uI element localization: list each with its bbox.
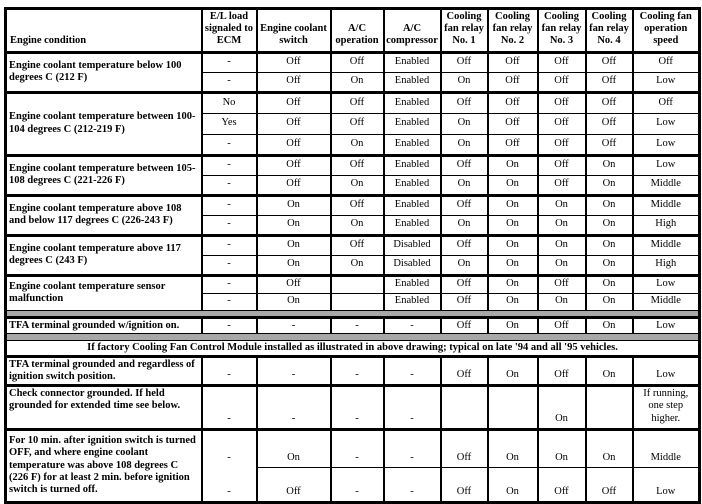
value-cell: Off	[441, 155, 488, 175]
value-cell: Disabled	[384, 235, 441, 255]
value-cell: -	[202, 317, 257, 333]
value-cell: On	[488, 235, 538, 255]
value-cell: Off	[331, 155, 384, 175]
value-cell: On	[331, 215, 384, 235]
value-cell	[441, 386, 488, 430]
value-cell: Middle	[633, 195, 700, 215]
value-cell: -	[202, 386, 257, 430]
value-cell: Off	[257, 467, 331, 502]
value-cell: On	[586, 293, 633, 310]
value-cell: On	[257, 235, 331, 255]
value-cell: On	[331, 255, 384, 275]
value-cell: On	[488, 317, 538, 333]
value-cell: Off	[488, 72, 538, 92]
value-cell: On	[538, 195, 586, 215]
value-cell: Off	[441, 275, 488, 293]
value-cell: Yes	[202, 113, 257, 134]
value-cell: On	[586, 429, 633, 467]
value-cell: On	[257, 429, 331, 467]
column-header: Engine coolant switch	[257, 9, 331, 53]
value-cell: Off	[586, 467, 633, 502]
value-cell: On	[441, 215, 488, 235]
value-cell: No	[202, 92, 257, 113]
value-cell: Middle	[633, 429, 700, 467]
value-cell: Off	[331, 92, 384, 113]
value-cell: -	[202, 235, 257, 255]
column-header: A/C compressor	[384, 9, 441, 53]
value-cell: Off	[538, 113, 586, 134]
value-cell: -	[202, 52, 257, 72]
value-cell: Off	[331, 235, 384, 255]
value-cell: On	[441, 113, 488, 134]
engine-condition-label: Engine coolant temperature above 108 and below 117 degrees C (226-243 F)	[6, 195, 202, 235]
value-cell: Off	[441, 467, 488, 502]
value-cell: Off	[257, 113, 331, 134]
table-row	[6, 429, 700, 467]
value-cell: Off	[586, 72, 633, 92]
value-cell: On	[586, 215, 633, 235]
value-cell: -	[202, 275, 257, 293]
table-row	[6, 155, 700, 175]
value-cell: Off	[538, 317, 586, 333]
value-cell: On	[586, 317, 633, 333]
value-cell: Off	[257, 175, 331, 195]
value-cell: On	[538, 215, 586, 235]
value-cell: On	[488, 195, 538, 215]
value-cell: Off	[538, 356, 586, 385]
value-cell: On	[488, 293, 538, 310]
value-cell: Off	[257, 134, 331, 155]
value-cell: Off	[441, 317, 488, 333]
value-cell: Off	[257, 275, 331, 293]
value-cell: Off	[331, 195, 384, 215]
value-cell: On	[257, 293, 331, 310]
value-cell: Enabled	[384, 275, 441, 293]
value-cell: Enabled	[384, 92, 441, 113]
value-cell: Enabled	[384, 72, 441, 92]
value-cell: On	[441, 134, 488, 155]
value-cell: On	[488, 467, 538, 502]
value-cell: Enabled	[384, 215, 441, 235]
value-cell: Off	[633, 92, 700, 113]
value-cell: -	[202, 155, 257, 175]
value-cell: On	[586, 255, 633, 275]
value-cell: On	[538, 429, 586, 467]
value-cell: -	[202, 429, 257, 467]
value-cell: -	[384, 467, 441, 502]
value-cell: On	[488, 155, 538, 175]
value-cell: On	[257, 195, 331, 215]
value-cell: On	[331, 72, 384, 92]
value-cell: -	[202, 195, 257, 215]
value-cell: If running, one step higher.	[633, 386, 700, 430]
value-cell: Off	[441, 293, 488, 310]
value-cell: Off	[257, 155, 331, 175]
value-cell: On	[488, 429, 538, 467]
value-cell: On	[488, 275, 538, 293]
value-cell: -	[202, 134, 257, 155]
value-cell: Off	[488, 113, 538, 134]
value-cell: -	[331, 317, 384, 333]
column-header: E/L load signaled to ECM	[202, 9, 257, 53]
column-header: Cooling fan relay No. 1	[441, 9, 488, 53]
value-cell: Enabled	[384, 134, 441, 155]
value-cell: On	[441, 72, 488, 92]
value-cell: Off	[441, 195, 488, 215]
value-cell: Low	[633, 113, 700, 134]
table-body	[6, 52, 700, 502]
value-cell: Off	[441, 356, 488, 385]
value-cell: Off	[488, 92, 538, 113]
value-cell: -	[202, 356, 257, 385]
value-cell: Off	[441, 235, 488, 255]
table-row	[6, 52, 700, 72]
value-cell: Off	[586, 52, 633, 72]
value-cell: Off	[441, 92, 488, 113]
value-cell: On	[441, 255, 488, 275]
value-cell: Off	[441, 52, 488, 72]
value-cell: Middle	[633, 235, 700, 255]
divider-bar	[6, 333, 700, 340]
value-cell: -	[202, 175, 257, 195]
value-cell: Low	[633, 275, 700, 293]
value-cell: On	[586, 155, 633, 175]
value-cell: -	[202, 255, 257, 275]
value-cell: Disabled	[384, 255, 441, 275]
value-cell: Off	[257, 92, 331, 113]
value-cell: Low	[633, 356, 700, 385]
engine-condition-label: Check connector grounded. If held grounded for extended time see below.	[6, 386, 202, 430]
value-cell: On	[257, 255, 331, 275]
engine-condition-label: Engine coolant temperature between 105-108 degrees C (221-226 F)	[6, 155, 202, 195]
value-cell: On	[538, 255, 586, 275]
value-cell: -	[202, 467, 257, 502]
section-row	[6, 340, 700, 356]
value-cell: On	[488, 356, 538, 385]
value-cell: Off	[538, 467, 586, 502]
value-cell: Low	[633, 134, 700, 155]
value-cell: -	[331, 429, 384, 467]
value-cell: -	[331, 386, 384, 430]
value-cell: Off	[538, 92, 586, 113]
divider-row	[6, 333, 700, 340]
value-cell	[586, 386, 633, 430]
value-cell: On	[586, 356, 633, 385]
engine-condition-label: Engine coolant temperature below 100 degrees C (212 F)	[6, 52, 202, 92]
value-cell: Enabled	[384, 113, 441, 134]
value-cell: On	[488, 255, 538, 275]
column-header: Cooling fan relay No. 3	[538, 9, 586, 53]
value-cell: On	[538, 235, 586, 255]
value-cell: High	[633, 215, 700, 235]
engine-condition-label: TFA terminal grounded w/ignition on.	[6, 317, 202, 333]
value-cell: On	[538, 386, 586, 430]
value-cell: Off	[586, 113, 633, 134]
value-cell: -	[202, 72, 257, 92]
column-header: A/C operation	[331, 9, 384, 53]
engine-condition-label: Engine coolant temperature sensor malfunction	[6, 275, 202, 310]
value-cell: On	[257, 215, 331, 235]
value-cell: -	[384, 429, 441, 467]
value-cell: On	[586, 175, 633, 195]
value-cell: Off	[257, 52, 331, 72]
value-cell: On	[586, 235, 633, 255]
value-cell: On	[488, 175, 538, 195]
value-cell: Off	[331, 52, 384, 72]
value-cell: On	[488, 215, 538, 235]
cooling-fan-control-table	[4, 7, 701, 504]
value-cell: Enabled	[384, 52, 441, 72]
value-cell: -	[202, 293, 257, 310]
value-cell: Low	[633, 72, 700, 92]
value-cell: -	[257, 356, 331, 385]
value-cell: High	[633, 255, 700, 275]
engine-condition-label: TFA terminal grounded and regardless of ignition switch position.	[6, 356, 202, 385]
table-row	[6, 356, 700, 385]
value-cell: -	[257, 317, 331, 333]
value-cell: Off	[331, 113, 384, 134]
value-cell: Low	[633, 317, 700, 333]
table-row	[6, 235, 700, 255]
value-cell: Low	[633, 155, 700, 175]
divider-row	[6, 310, 700, 317]
value-cell: Off	[257, 72, 331, 92]
table-row	[6, 275, 700, 293]
column-header: Cooling fan relay No. 4	[586, 9, 633, 53]
value-cell	[331, 275, 384, 293]
value-cell: Off	[538, 155, 586, 175]
value-cell: On	[586, 275, 633, 293]
value-cell: -	[384, 317, 441, 333]
value-cell: Off	[538, 275, 586, 293]
value-cell	[331, 293, 384, 310]
value-cell: On	[441, 175, 488, 195]
value-cell: Middle	[633, 175, 700, 195]
value-cell: Off	[488, 134, 538, 155]
header-row	[6, 9, 700, 53]
divider-bar	[6, 310, 700, 317]
table-row	[6, 317, 700, 333]
value-cell: -	[384, 386, 441, 430]
table-row	[6, 195, 700, 215]
column-header: Engine condition	[6, 9, 202, 53]
value-cell: Off	[633, 52, 700, 72]
value-cell: Off	[538, 72, 586, 92]
column-header: Cooling fan operation speed	[633, 9, 700, 53]
value-cell: Enabled	[384, 175, 441, 195]
table-row	[6, 92, 700, 113]
value-cell: Middle	[633, 293, 700, 310]
table-row	[6, 386, 700, 430]
value-cell: Off	[586, 92, 633, 113]
value-cell: Enabled	[384, 155, 441, 175]
value-cell: Off	[538, 134, 586, 155]
engine-condition-label: For 10 min. after ignition switch is turned OFF, and where engine coolant temperature was above 108 degrees C (226 F) for at least 2 min. before ignition switch is turned off.	[6, 429, 202, 502]
value-cell: On	[331, 175, 384, 195]
value-cell: On	[538, 293, 586, 310]
value-cell: -	[384, 356, 441, 385]
value-cell: On	[586, 195, 633, 215]
value-cell: On	[331, 134, 384, 155]
value-cell: Off	[538, 52, 586, 72]
value-cell: Off	[538, 175, 586, 195]
table-header	[6, 9, 700, 53]
value-cell: Enabled	[384, 293, 441, 310]
value-cell: -	[331, 467, 384, 502]
value-cell: Off	[586, 134, 633, 155]
value-cell: -	[331, 356, 384, 385]
value-cell: Low	[633, 467, 700, 502]
value-cell: Off	[441, 429, 488, 467]
engine-condition-label: Engine coolant temperature above 117 degrees C (243 F)	[6, 235, 202, 275]
column-header: Cooling fan relay No. 2	[488, 9, 538, 53]
value-cell: -	[257, 386, 331, 430]
value-cell: Enabled	[384, 195, 441, 215]
engine-condition-label: Engine coolant temperature between 100-104 degrees C (212-219 F)	[6, 92, 202, 155]
value-cell: Off	[488, 52, 538, 72]
value-cell	[488, 386, 538, 430]
value-cell: -	[202, 215, 257, 235]
section-note: If factory Cooling Fan Control Module installed as illustrated in above drawing; typical on late '94 and all '95 vehicles.	[6, 340, 700, 356]
